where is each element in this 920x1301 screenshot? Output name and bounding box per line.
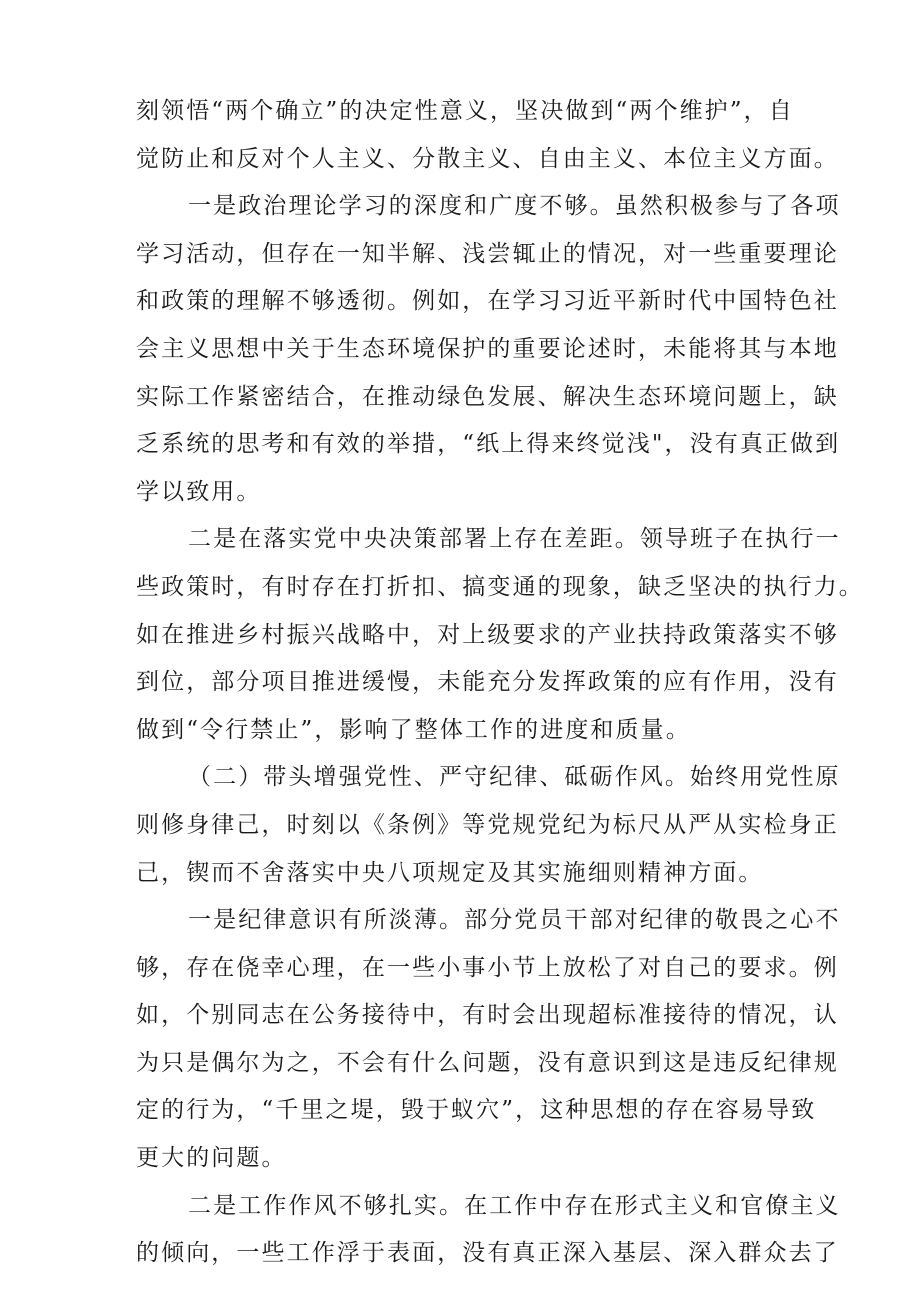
text-line: 实际工作紧密结合，在推动绿色发展、解决生态环境问题上，缺	[136, 383, 839, 410]
text-line: 到位，部分项目推进缓慢，未能充分发挥政策的应有作用，没有	[136, 669, 839, 696]
text-line: 如，个别同志在公务接待中，有时会出现超标准接待的情况，认	[136, 1002, 839, 1029]
text-line: 为只是偶尔为之，不会有什么问题，没有意识到这是违反纪律规	[136, 1049, 839, 1076]
document-body	[136, 88, 864, 1278]
text-line: 些政策时，有时存在打折扣、搞变通的现象，缺乏坚决的执行力。	[136, 573, 864, 600]
text-line: 学以致用。	[136, 478, 262, 505]
paragraph-start-line: 二是在落实党中央决策部署上存在差距。领导班子在执行一	[188, 526, 841, 553]
text-line: 乏系统的思考和有效的举措，“纸上得来终觉浅"，没有真正做到	[136, 431, 841, 458]
text-line: 和政策的理解不够透彻。例如，在学习习近平新时代中国特色社	[136, 288, 839, 315]
text-line: 的倾向，一些工作浮于表面，没有真正深入基层、深入群众去了	[136, 1240, 839, 1267]
text-line: 做到“令行禁止”，影响了整体工作的进度和质量。	[136, 716, 691, 743]
text-line: 会主义思想中关于生态环境保护的重要论述时，未能将其与本地	[136, 335, 839, 362]
text-line: 学习活动，但存在一知半解、浅尝辄止的情况，对一些重要理论	[136, 240, 839, 267]
text-line: 够，存在侥幸心理，在一些小事小节上放松了对自己的要求。例	[136, 954, 839, 981]
text-line: 如在推进乡村振兴战略中，对上级要求的产业扶持政策落实不够	[136, 621, 839, 648]
text-line: 己，锲而不舍落实中央八项规定及其实施细则精神方面。	[136, 859, 764, 886]
section-heading-line: （二）带头增强党性、严守纪律、砥砺作风。始终用党性原	[188, 764, 841, 791]
paragraph-start-line: 一是政治理论学习的深度和广度不够。虽然积极参与了各项	[188, 193, 841, 220]
text-line: 则修身律己，时刻以《条例》等党规党纪为标尺从严从实检身正	[136, 811, 839, 838]
text-line: 刻领悟“两个确立”的决定性意义，坚决做到“两个维护”，自	[136, 98, 794, 124]
paragraph-start-line: 二是工作作风不够扎实。在工作中存在形式主义和官僚主义	[188, 1192, 841, 1219]
text-line: 定的行为，“千里之堤，毁于蚁穴”，这种思想的存在容易导致	[136, 1097, 817, 1124]
text-line: 觉防止和反对个人主义、分散主义、自由主义、本位主义方面。	[136, 145, 839, 172]
text-line: 更大的问题。	[136, 1145, 287, 1172]
paragraph-start-line: 一是纪律意识有所淡薄。部分党员干部对纪律的敬畏之心不	[188, 907, 841, 934]
